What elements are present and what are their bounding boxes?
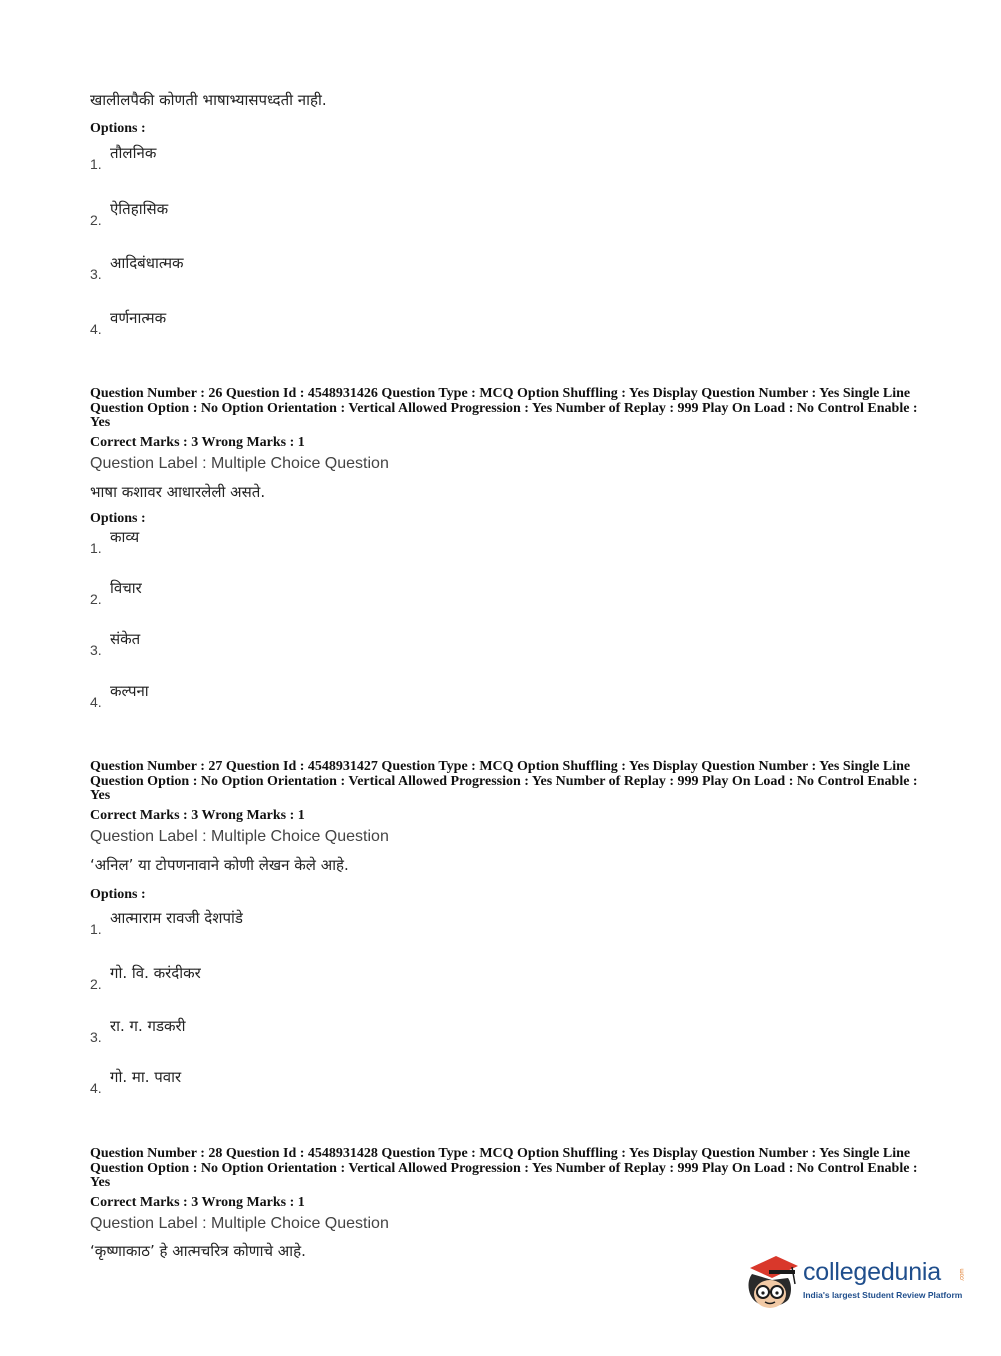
option-text: वर्णनात्मक: [110, 309, 167, 327]
question-25-option-4: [90, 309, 167, 337]
question-27-marks: Correct Marks : 3 Wrong Marks : 1: [90, 808, 305, 823]
option-number: 3.: [90, 642, 102, 658]
cap-tassel: [792, 1267, 795, 1284]
question-28-text: ‘कृष्णाकाठ’ हे आत्मचरित्र कोणाचे आहे.: [90, 1242, 306, 1260]
option-number: 1.: [90, 540, 102, 556]
question-27-option-1: [90, 909, 243, 937]
question-27-label: Question Label : Multiple Choice Question: [90, 828, 389, 845]
option-text: संकेत: [110, 630, 141, 648]
question-25-option-2: [90, 200, 169, 228]
option-number: 2.: [90, 976, 102, 992]
question-27-meta: Question Number : 27 Question Id : 4548931427 Question Type : MCQ Option Shuffling : Yes Display Question Number : Yes Single Line Question Option : No Option Orientation : Vertical Allowed Progression : Yes Number of Replay : 999 Play On Load : No Control Enable : Yes: [90, 759, 918, 803]
question-27-option-2: [90, 964, 201, 992]
question-26-option-1: [90, 528, 140, 556]
left-eye: [761, 1291, 764, 1294]
question-26-label: Question Label : Multiple Choice Question: [90, 455, 389, 472]
question-26-options-label: Options :: [90, 511, 146, 526]
option-number: 1.: [90, 156, 102, 172]
logo-tagline: India's largest Student Review Platform: [803, 1290, 963, 1300]
option-text: ऐतिहासिक: [110, 200, 169, 218]
option-text: तौलनिक: [110, 144, 157, 162]
question-28-meta: Question Number : 28 Question Id : 4548931428 Question Type : MCQ Option Shuffling : Yes Display Question Number : Yes Single Line Question Option : No Option Orientation : Vertical Allowed Progression : Yes Number of Replay : 999 Play On Load : No Control Enable : Yes: [90, 1146, 918, 1190]
question-25-text: खालीलपैकी कोणती भाषाभ्यासपध्दती नाही.: [90, 91, 327, 109]
question-26-text: भाषा कशावर आधारलेली असते.: [90, 483, 266, 501]
option-text: कल्पना: [110, 682, 149, 700]
option-text: आदिबंधात्मक: [110, 254, 184, 272]
question-25-option-3: [90, 254, 184, 282]
question-28-marks: Correct Marks : 3 Wrong Marks : 1: [90, 1195, 305, 1210]
graduation-cap-icon: [750, 1256, 798, 1278]
mascot-icon: [742, 1250, 802, 1312]
question-26-meta: Question Number : 26 Question Id : 4548931426 Question Type : MCQ Option Shuffling : Yes Display Question Number : Yes Single Line Question Option : No Option Orientation : Vertical Allowed Progression : Yes Number of Replay : 999 Play On Load : No Control Enable : Yes: [90, 386, 918, 430]
option-number: 3.: [90, 1029, 102, 1045]
question-27-options-label: Options :: [90, 887, 146, 902]
question-26-option-2: [90, 579, 142, 607]
option-text: रा. ग. गडकरी: [110, 1017, 186, 1035]
option-text: विचार: [110, 579, 142, 597]
question-25-option-1: [90, 144, 157, 172]
logo-suffix: .com: [959, 1268, 966, 1282]
option-number: 4.: [90, 1080, 102, 1096]
cap-band: [769, 1270, 795, 1274]
option-text: गो. वि. करंदीकर: [110, 964, 201, 982]
option-number: 1.: [90, 921, 102, 937]
option-number: 4.: [90, 321, 102, 337]
question-27-option-4: [90, 1068, 182, 1096]
option-text: आत्माराम रावजी देशपांडे: [110, 909, 243, 927]
question-25-options-label: Options :: [90, 121, 146, 136]
collegedunia-logo[interactable]: [742, 1250, 972, 1312]
question-26-marks: Correct Marks : 3 Wrong Marks : 1: [90, 435, 305, 450]
option-number: 3.: [90, 266, 102, 282]
option-number: 2.: [90, 212, 102, 228]
option-number: 2.: [90, 591, 102, 607]
right-eye: [775, 1291, 778, 1294]
option-text: काव्य: [110, 528, 140, 546]
question-26-option-4: [90, 682, 149, 710]
question-28-label: Question Label : Multiple Choice Question: [90, 1215, 389, 1232]
option-number: 4.: [90, 694, 102, 710]
question-26-option-3: [90, 630, 141, 658]
option-text: गो. मा. पवार: [110, 1068, 182, 1086]
logo-wordmark: collegedunia: [803, 1258, 941, 1286]
question-27-option-3: [90, 1017, 186, 1045]
question-27-text: ‘अनिल’ या टोपणनावाने कोणी लेखन केले आहे.: [90, 856, 349, 874]
